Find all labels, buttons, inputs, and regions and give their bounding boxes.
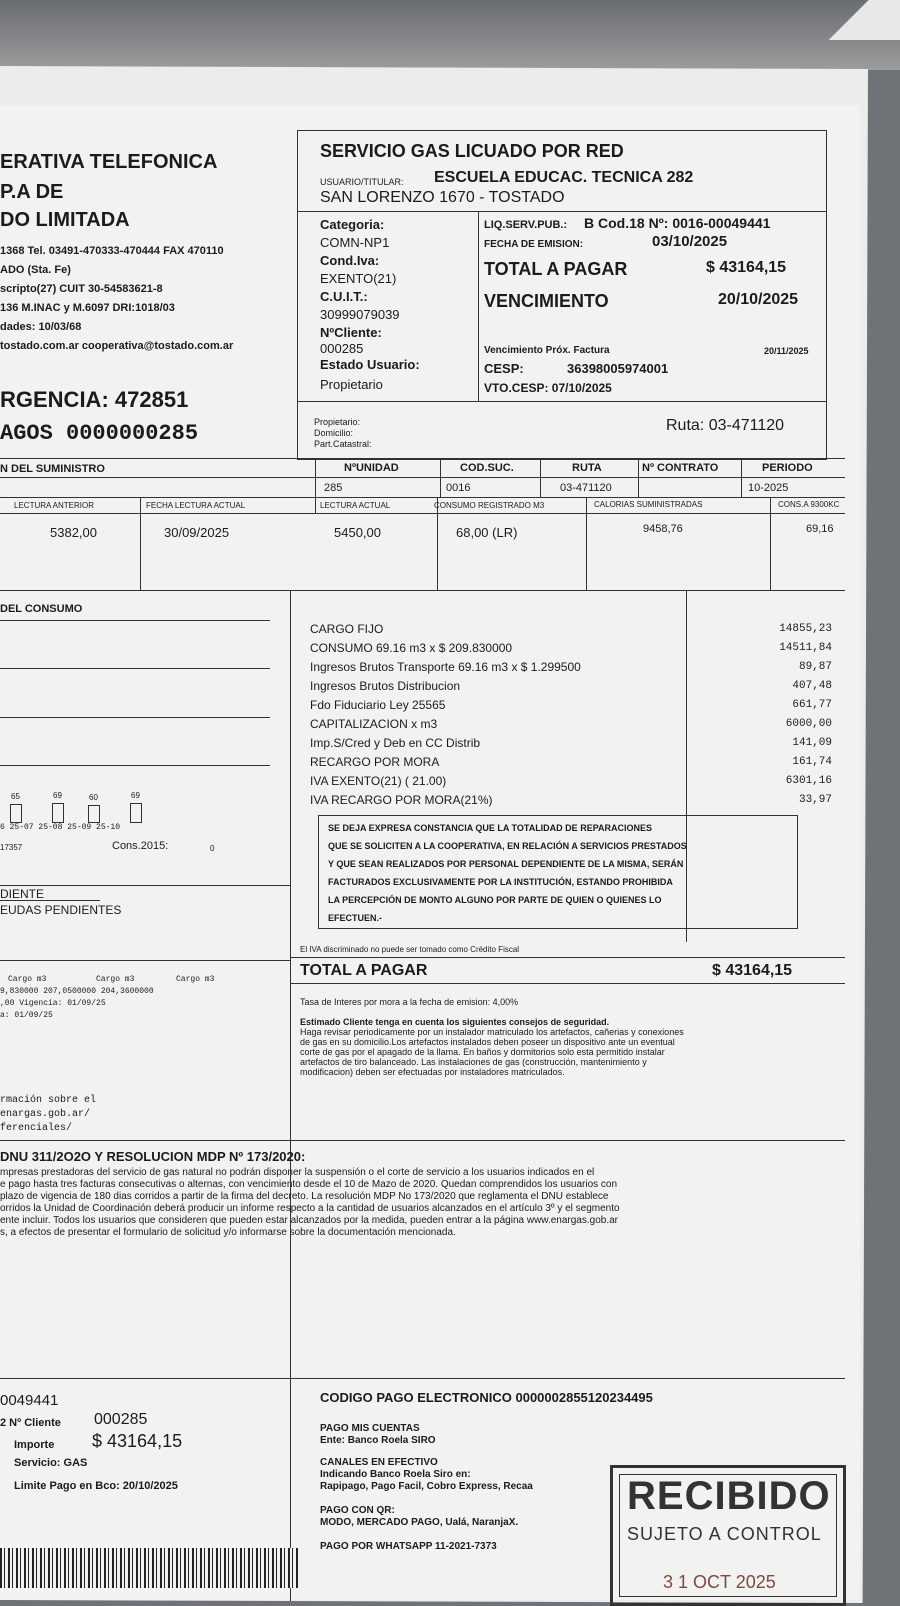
notice-line: LA PERCEPCIÓN DE MONTO ALGUNO POR PARTE DE QUIEN O QUIENES LO <box>328 895 662 905</box>
col-lect-actual: LECTURA ACTUAL <box>320 501 391 510</box>
cuit-value: 30999079039 <box>320 307 400 322</box>
propietario-label: Propietario: <box>314 417 361 427</box>
advice-line: de gas en su domicilio.Los artefactos instalados deben poseer un dispositivo ante un eventual <box>300 1037 675 1047</box>
paper-corner <box>820 0 900 40</box>
urgencia-phone: RGENCIA: 472851 <box>0 387 189 412</box>
dnu-line: mpresas prestadoras del servicio de gas natural no podrán disponer la suspensión o el corte de servicio a los usuarios indicados en el <box>0 1167 595 1178</box>
charge-label: CARGO FIJO <box>310 622 384 636</box>
estado-value: Propietario <box>320 377 383 392</box>
val-ruta: 03-471120 <box>560 482 612 494</box>
interes-mora: Tasa de Interes por mora a la fecha de emision: 4,00% <box>300 997 519 1007</box>
advice-line: artefactos de tiro balanceado. Las instalaciones de gas (construcción, mantenimiento y <box>300 1057 647 1067</box>
emision-value: 03/10/2025 <box>652 233 728 250</box>
usuario-address: SAN LORENZO 1670 - TOSTADO <box>320 189 565 206</box>
notice-line: QUE SE SOLICITEN A LA COOPERATIVA, EN RELACIÓN A SERVICIOS PRESTADOS <box>328 841 687 851</box>
deudas-label: EUDAS PENDIENTES <box>0 903 122 917</box>
qr-line-2: MODO, MERCADO PAGO, Ualá, NaranjaX. <box>320 1517 519 1528</box>
val-lect-actual: 5450,00 <box>334 525 381 540</box>
whatsapp-line: PAGO POR WHATSAPP 11-2021-7373 <box>320 1541 497 1552</box>
consumption-bar <box>10 804 22 823</box>
company-cuit: scripto(27) CUIT 30-54583621-8 <box>0 283 163 295</box>
val-fecha-lectura: 30/09/2025 <box>164 525 230 540</box>
tarifa-header-2: Cargo m3 <box>96 975 135 984</box>
col-codsuc: COD.SUC. <box>460 462 514 474</box>
consumption-bar <box>88 805 100 823</box>
dnu-line: e pago hasta tres facturas consecutivas o alternas, con vencimiento desde el 10 de Mazo de 2020. Quedan comprendidos los usuarios con <box>0 1179 618 1190</box>
company-name-3: DO LIMITADA <box>0 209 130 231</box>
talon-importe: $ 43164,15 <box>92 1431 183 1451</box>
cesp-label: CESP: <box>484 361 524 376</box>
stamp-recibido: RECIBIDO <box>627 1474 831 1518</box>
talon-numero: 0049441 <box>0 1392 59 1409</box>
val-lect-anterior: 5382,00 <box>50 525 97 540</box>
charge-value: 33,97 <box>798 794 832 806</box>
col-contrato: Nº CONTRATO <box>642 462 719 474</box>
bar-label: 60 <box>89 793 98 802</box>
notice-line: SE DEJA EXPRESA CONSTANCIA QUE LA TOTALIDAD DE REPARACIONES <box>328 823 653 833</box>
company-name-2: P.A DE <box>0 181 64 203</box>
val-codsuc: 0016 <box>446 482 471 494</box>
tarifa-header-1: Cargo m3 <box>8 975 47 984</box>
charge-label: RECARGO POR MORA <box>310 755 440 769</box>
service-title: SERVICIO GAS LICUADO POR RED <box>320 141 624 161</box>
talon-cliente: 000285 <box>94 1411 148 1428</box>
codigo-pago-electronico: CODIGO PAGO ELECTRONICO 0000002855120234495 <box>320 1390 653 1405</box>
efectivo-line-2: Indicando Banco Roela Siro en: <box>320 1469 471 1480</box>
pmc-line-2: Ente: Banco Roela SIRO <box>320 1435 436 1446</box>
ruta-value: Ruta: 03-471120 <box>666 417 785 434</box>
charge-label: Fdo Fiduciario Ley 25565 <box>310 698 446 712</box>
col-ruta: RUTA <box>572 462 602 474</box>
domicilio-label: Domicilio: <box>314 428 354 438</box>
tarifa-line-3: a: 01/09/25 <box>0 1011 53 1020</box>
cesp-value: 36398005974001 <box>567 361 669 376</box>
notice-line: Y QUE SEAN REALIZADOS POR PERSONAL DEPENDIENTE DE LA MISMA, SERÁN <box>328 859 684 869</box>
col-nunidad: NºUNIDAD <box>344 462 399 474</box>
dnu-line: orridos la Unidad de Coordinación deberá producir un informe respecto a la cantidad de usuarios alcanzados en el artículo 3º y el segmento <box>0 1203 620 1214</box>
received-stamp <box>610 1465 846 1606</box>
charge-value: 14855,23 <box>779 623 832 635</box>
notice-line: EFECTUEN.- <box>328 913 382 923</box>
company-inac: 136 M.INAC y M.6097 DRI:1018/03 <box>0 302 175 314</box>
dnu-line: plazo de vigencia de 180 dias corridos a partir de la firma del decreto. La resolución MDP No 173/2020 que reglamenta el DNU establece <box>0 1191 609 1202</box>
categoria-label: Categoria: <box>320 217 385 232</box>
categoria-value: COMN-NP1 <box>320 235 390 250</box>
consumption-bar <box>130 803 142 823</box>
advice-line: modificacion) deben ser efectuadas por instaladores matriculados. <box>300 1067 565 1077</box>
charge-label: CAPITALIZACION x m3 <box>310 717 438 731</box>
stamp-sujeto: SUJETO A CONTROL <box>627 1524 822 1544</box>
consumo-header: DEL CONSUMO <box>0 603 83 615</box>
condiva-value: EXENTO(21) <box>320 271 397 286</box>
catastral-label: Part.Catastral: <box>314 439 372 449</box>
bar-months: 6 25-07 25-08 25-09 25-10 <box>0 823 121 832</box>
advice-line: corte de gas por el apagado de la llama. En baños y dormitorios solo esta permitido instalar <box>300 1047 665 1057</box>
col-fecha-lectura: FECHA LECTURA ACTUAL <box>146 501 246 510</box>
col-consumo-reg: CONSUMO REGISTRADO M3 <box>434 501 545 510</box>
tarifa-header-3: Cargo m3 <box>176 975 215 984</box>
advice-line: Estimado Cliente tenga en cuenta los siguientes consejos de seguridad. <box>300 1017 610 1027</box>
tarifa-line-1: 9,830000 207,0500000 204,3600000 <box>0 987 154 996</box>
talon-importe-label: Importe <box>14 1439 55 1451</box>
charge-value: 6301,16 <box>785 775 832 787</box>
talon-cliente-label: 2 Nº Cliente <box>0 1417 61 1429</box>
info-line-3: ferenciales/ <box>0 1123 73 1134</box>
col-lect-anterior: LECTURA ANTERIOR <box>14 501 95 510</box>
charge-label: CONSUMO 69.16 m3 x $ 209.830000 <box>310 641 513 655</box>
company-web: tostado.com.ar cooperativa@tostado.com.ar <box>0 340 234 352</box>
charge-label: Ingresos Brutos Transporte 69.16 m3 x $ 1.299500 <box>310 660 581 674</box>
total-value-bottom: $ 43164,15 <box>712 962 793 979</box>
col-calorias: CALORIAS SUMINISTRADAS <box>594 500 703 509</box>
cons2015-value: 0 <box>210 844 215 853</box>
invoice-sheet <box>0 105 860 1600</box>
charge-value: 407,48 <box>792 680 832 692</box>
charge-value: 89,87 <box>798 661 832 673</box>
total-label-bottom: TOTAL A PAGAR <box>300 962 428 979</box>
col-periodo: PERIODO <box>762 462 813 474</box>
vtocesp: VTO.CESP: 07/10/2025 <box>484 381 612 395</box>
val-cons-9300: 69,16 <box>806 523 834 535</box>
vencimiento-value: 20/10/2025 <box>718 291 799 308</box>
pmc-line-1: PAGO MIS CUENTAS <box>320 1423 420 1434</box>
tarifa-line-2: ,00 Vigencia: 01/09/25 <box>0 999 106 1008</box>
cuit-label: C.U.I.T.: <box>320 289 368 304</box>
vencimiento-label: VENCIMIENTO <box>484 291 609 311</box>
liq-value: B Cod.18 Nº: 0016-00049441 <box>584 215 771 231</box>
emision-label: FECHA DE EMISION: <box>484 239 584 250</box>
consumption-bar <box>52 803 64 823</box>
barcode <box>0 1548 300 1588</box>
charge-label: IVA RECARGO POR MORA(21%) <box>310 793 493 807</box>
bar-label: 69 <box>53 791 62 800</box>
company-address: 1368 Tel. 03491-470333-470444 FAX 470110 <box>0 245 224 257</box>
charge-value: 14511,84 <box>779 642 832 654</box>
advice-line: Haga revisar periodicamente por un instalador matriculado los artefactos, cañerias y conexiones <box>300 1027 684 1037</box>
info-line-2: enargas.gob.ar/ <box>0 1109 91 1120</box>
bar-label: 65 <box>11 792 20 801</box>
charge-value: 661,77 <box>792 699 832 711</box>
bar-label: 69 <box>131 791 140 800</box>
val-periodo: 10-2025 <box>748 482 789 494</box>
charge-label: IVA EXENTO(21) ( 21.00) <box>310 774 447 788</box>
background-top <box>0 0 900 70</box>
total-value-top: $ 43164,15 <box>706 259 787 276</box>
cliente-label: NºCliente: <box>320 325 382 340</box>
val-calorias: 9458,76 <box>643 523 683 535</box>
talon-limite: Limite Pago en Bco: 20/10/2025 <box>14 1480 178 1492</box>
charge-value: 141,09 <box>792 737 832 749</box>
dnu-title: DNU 311/2O2O Y RESOLUCION MDP Nº 173/2020: <box>0 1149 306 1164</box>
notice-line: FACTURADOS EXCLUSIVAMENTE POR LA INSTITUCIÓN, ESTANDO PROHIBIDA <box>328 877 673 887</box>
col-cons-9300: CONS.A 9300KC <box>778 500 840 509</box>
usuario-name: ESCUELA EDUCAC. TECNICA 282 <box>434 169 694 186</box>
pagos-code: AGOS 0000000285 <box>0 421 199 446</box>
side-note: 17357 <box>0 843 23 852</box>
prox-venc-label: Vencimiento Próx. Factura <box>484 345 610 356</box>
val-consumo-reg: 68,00 (LR) <box>456 525 518 540</box>
val-nunidad: 285 <box>324 482 343 494</box>
efectivo-line-3: Rapipago, Pago Facil, Cobro Express, Recaa <box>320 1481 533 1492</box>
qr-line-1: PAGO CON QR: <box>320 1505 395 1516</box>
company-name-1: ERATIVA TELEFONICA <box>0 151 218 173</box>
prox-venc-value: 20/11/2025 <box>764 346 809 356</box>
company-dates: dades: 10/03/68 <box>0 321 82 333</box>
dnu-line: s, a efectos de presentar el formulario de solicitud y/o informarse sobre la documentación mencionada. <box>0 1227 456 1238</box>
charge-label: Imp.S/Cred y Deb en CC Distrib <box>310 736 481 750</box>
cliente-value: 000285 <box>320 341 364 356</box>
company-city: ADO (Sta. Fe) <box>0 264 71 276</box>
suministro-header: N DEL SUMINISTRO <box>0 463 105 475</box>
charge-label: Ingresos Brutos Distribucion <box>310 679 461 693</box>
condiva-label: Cond.Iva: <box>320 253 380 268</box>
estado-label: Estado Usuario: <box>320 357 420 372</box>
efectivo-line-1: CANALES EN EFECTIVO <box>320 1457 438 1468</box>
pendiente-label: DIENTE <box>0 887 45 901</box>
liq-label: LIQ.SERV.PUB.: <box>484 219 568 231</box>
usuario-label: USUARIO/TITULAR: <box>320 177 404 187</box>
charge-value: 6000,00 <box>785 718 832 730</box>
charge-value: 161,74 <box>792 756 832 768</box>
info-line-1: rmación sobre el <box>0 1095 97 1106</box>
talon-servicio: Servicio: GAS <box>14 1457 88 1469</box>
dnu-line: ente incluir. Todos los usuarios que consideren que pueden estar alcanzados por la medida, pueden entrar a la página www.enargas.gob.ar <box>0 1215 619 1226</box>
total-label-top: TOTAL A PAGAR <box>484 259 628 279</box>
stamp-date: 3 1 OCT 2025 <box>663 1572 776 1592</box>
iva-note: El IVA discriminado no puede ser tomado como Crédito Fiscal <box>300 945 520 954</box>
cons2015-label: Cons.2015: <box>112 840 169 852</box>
